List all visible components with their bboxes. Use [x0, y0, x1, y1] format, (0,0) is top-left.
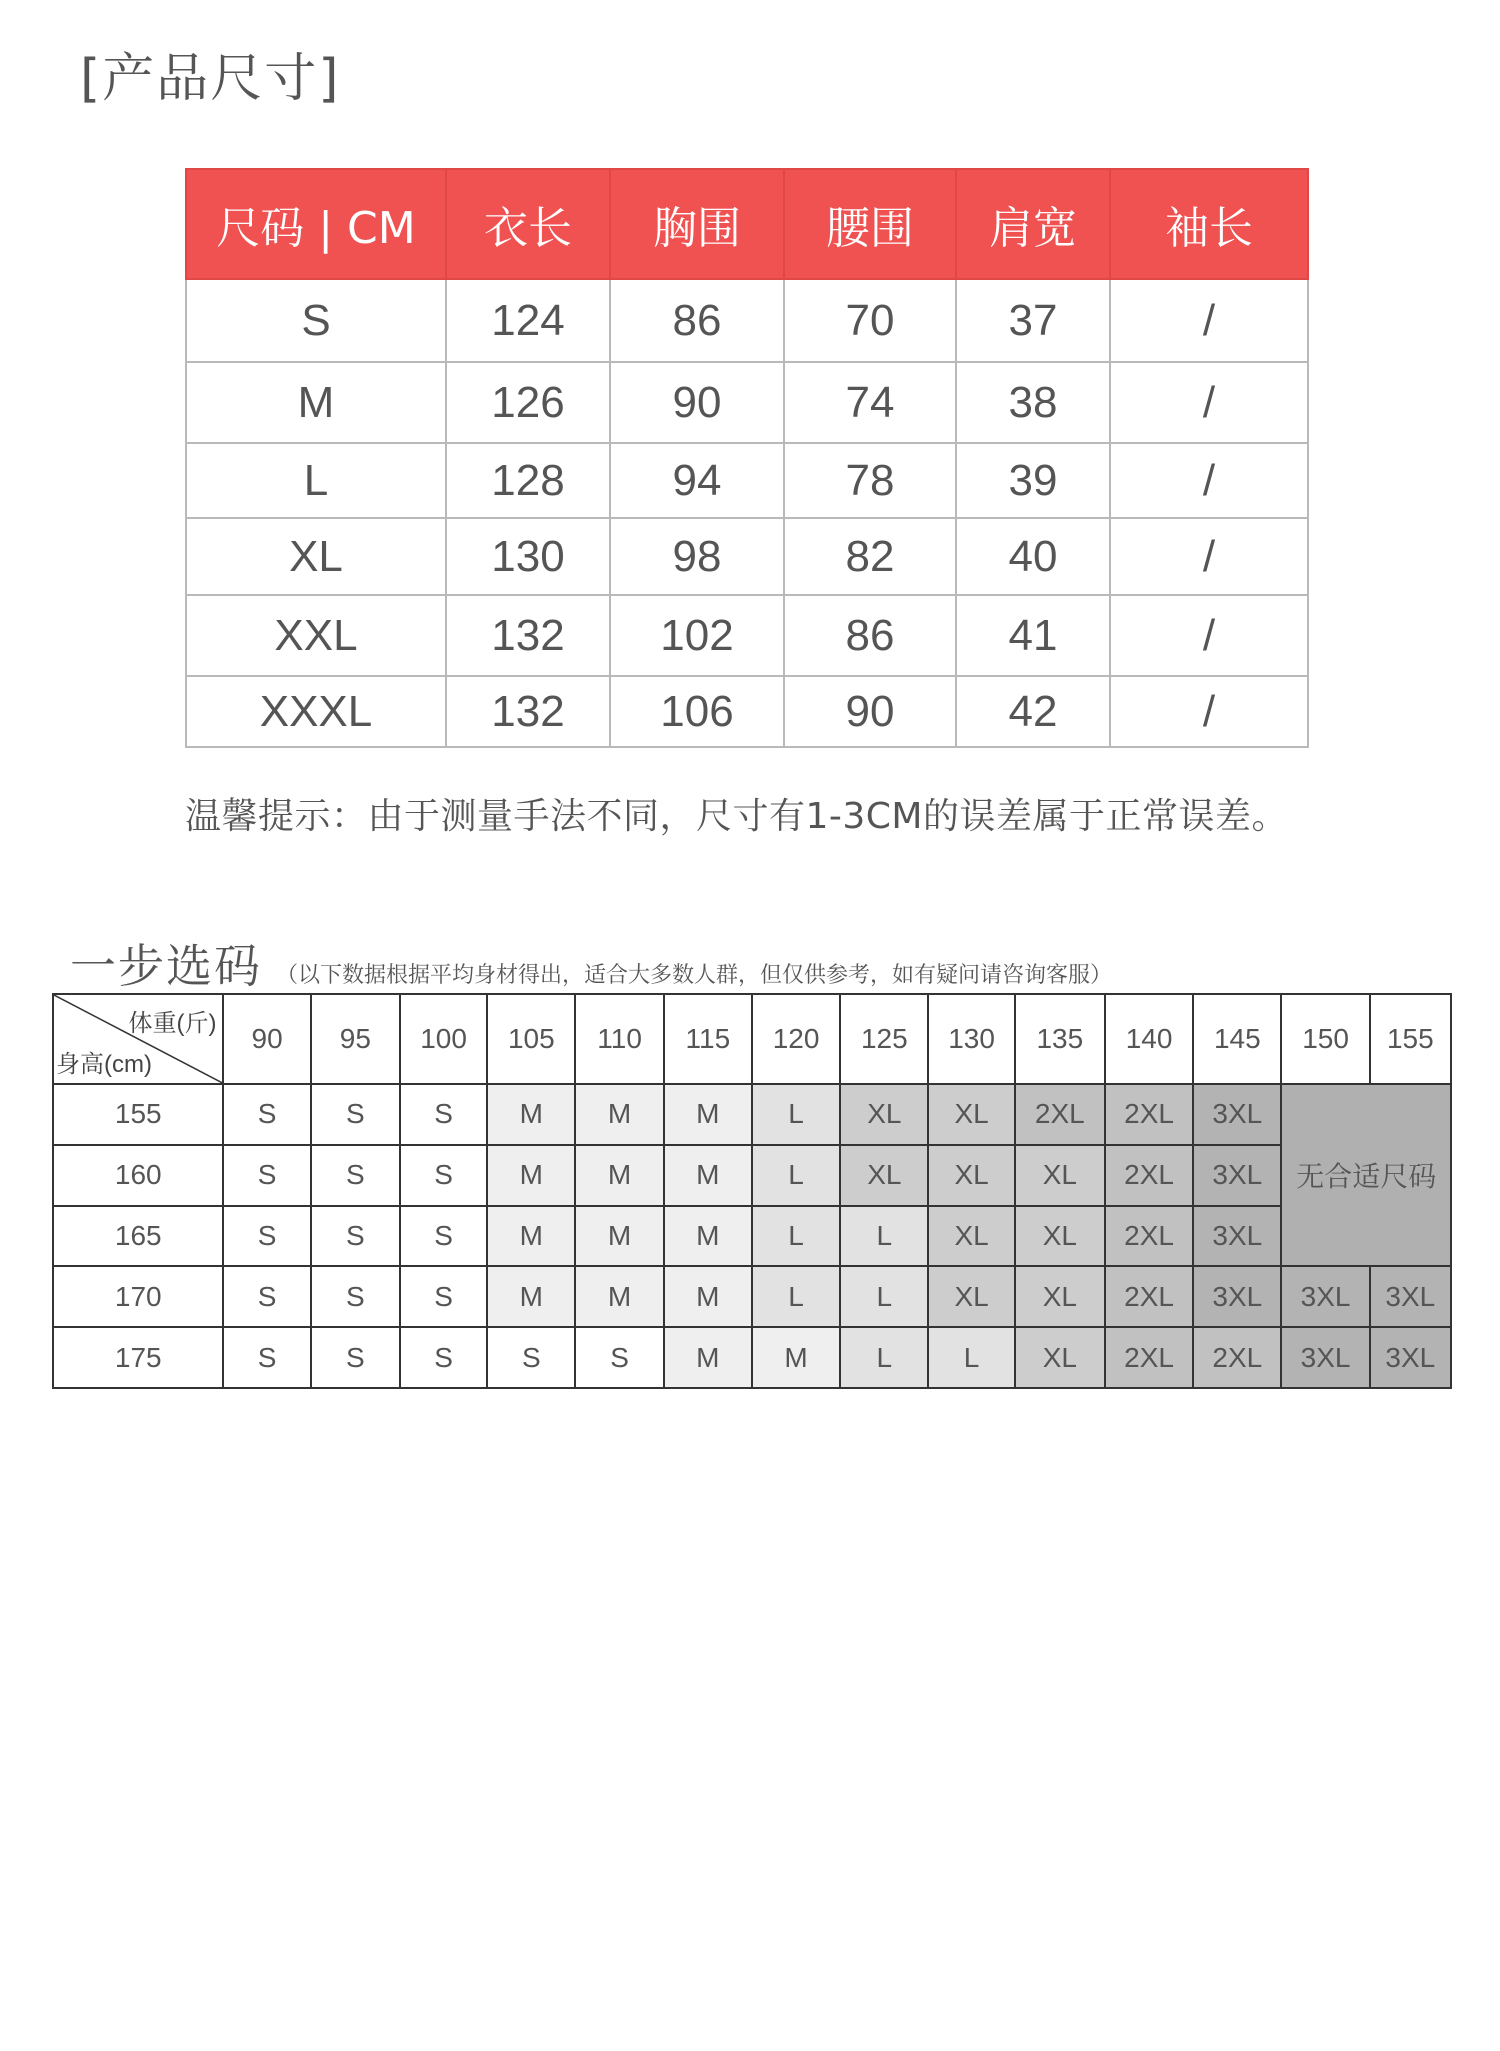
size-label-cell: M — [186, 362, 446, 443]
guide-size-cell: M — [664, 1266, 752, 1327]
size-table-row — [186, 279, 1308, 362]
guide-size-cell: M — [487, 1206, 575, 1267]
guide-size-cell: 2XL — [1105, 1206, 1193, 1267]
guide-size-cell: M — [575, 1145, 663, 1206]
size-table-row — [186, 676, 1308, 747]
guide-size-cell: XL — [840, 1145, 928, 1206]
height-header-cell: 175 — [53, 1327, 223, 1388]
size-value-cell: 106 — [610, 676, 784, 747]
section-title: [产品尺寸] — [80, 49, 341, 109]
guide-size-cell: M — [664, 1145, 752, 1206]
height-header-cell: 165 — [53, 1206, 223, 1267]
guide-size-cell: M — [575, 1206, 663, 1267]
size-value-cell: 130 — [446, 518, 610, 595]
size-value-cell: 98 — [610, 518, 784, 595]
size-value-cell: 102 — [610, 595, 784, 676]
guide-size-cell: XL — [928, 1266, 1014, 1327]
guide-size-cell: 3XL — [1281, 1266, 1369, 1327]
size-table — [185, 168, 1309, 748]
guide-size-cell: L — [840, 1327, 928, 1388]
size-value-cell: 37 — [956, 279, 1110, 362]
size-table-header: 肩宽 — [956, 169, 1110, 279]
guide-size-cell: S — [400, 1327, 487, 1388]
guide-size-cell: XL — [1015, 1145, 1105, 1206]
tip-text: 温馨提示：由于测量手法不同，尺寸有1-3CM的误差属于正常误差。 — [185, 796, 1288, 837]
size-value-cell: 78 — [784, 443, 956, 518]
size-value-cell: 132 — [446, 595, 610, 676]
no-fit-cell: 无合适尺码 — [1281, 1084, 1451, 1266]
size-value-cell: / — [1110, 443, 1308, 518]
guide-size-cell: S — [575, 1327, 663, 1388]
weight-header-cell: 145 — [1193, 994, 1281, 1084]
size-table-header: 尺码 | CM — [186, 169, 446, 279]
weight-header-cell: 140 — [1105, 994, 1193, 1084]
size-label-cell: S — [186, 279, 446, 362]
size-table-header: 胸围 — [610, 169, 784, 279]
guide-size-cell: 2XL — [1105, 1266, 1193, 1327]
guide-size-cell: S — [400, 1084, 487, 1145]
guide-heading — [70, 930, 1112, 996]
guide-size-cell: 3XL — [1193, 1084, 1281, 1145]
guide-size-cell: 3XL — [1370, 1327, 1451, 1388]
guide-size-cell: S — [311, 1084, 400, 1145]
guide-row — [53, 1266, 1451, 1327]
height-header-cell: 160 — [53, 1145, 223, 1206]
guide-size-cell: M — [575, 1084, 663, 1145]
guide-size-cell: XL — [928, 1206, 1014, 1267]
weight-header-cell: 110 — [575, 994, 663, 1084]
size-value-cell: 41 — [956, 595, 1110, 676]
size-value-cell: 42 — [956, 676, 1110, 747]
guide-row — [53, 1084, 1451, 1145]
weight-header-cell: 150 — [1281, 994, 1369, 1084]
guide-size-cell: S — [311, 1206, 400, 1267]
size-value-cell: / — [1110, 676, 1308, 747]
guide-size-cell: S — [223, 1327, 310, 1388]
guide-size-cell: 2XL — [1105, 1145, 1193, 1206]
guide-size-cell: 2XL — [1193, 1327, 1281, 1388]
size-value-cell: / — [1110, 362, 1308, 443]
height-axis-label: 身高(cm) — [56, 1051, 152, 1078]
weight-header-cell: 125 — [840, 994, 928, 1084]
size-value-cell: / — [1110, 518, 1308, 595]
guide-size-cell: 3XL — [1193, 1266, 1281, 1327]
size-table-row — [186, 362, 1308, 443]
height-header-cell: 155 — [53, 1084, 223, 1145]
guide-size-cell: 2XL — [1105, 1327, 1193, 1388]
weight-header-cell: 105 — [487, 994, 575, 1084]
guide-size-cell: S — [487, 1327, 575, 1388]
guide-size-cell: 3XL — [1193, 1145, 1281, 1206]
size-value-cell: 90 — [610, 362, 784, 443]
weight-header-cell: 95 — [311, 994, 400, 1084]
height-header-cell: 170 — [53, 1266, 223, 1327]
size-table-row — [186, 443, 1308, 518]
guide-size-cell: XL — [1015, 1266, 1105, 1327]
weight-header-cell: 100 — [400, 994, 487, 1084]
guide-size-cell: XL — [1015, 1327, 1105, 1388]
size-value-cell: 86 — [784, 595, 956, 676]
guide-size-cell: S — [400, 1206, 487, 1267]
guide-size-cell: M — [575, 1266, 663, 1327]
size-table-header-row — [186, 169, 1308, 279]
guide-title: 一步选码 — [70, 939, 262, 993]
guide-size-cell: S — [400, 1145, 487, 1206]
size-table-header: 袖长 — [1110, 169, 1308, 279]
guide-row — [53, 1206, 1451, 1267]
weight-header-cell: 120 — [752, 994, 840, 1084]
guide-row — [53, 1327, 1451, 1388]
guide-size-cell: M — [487, 1145, 575, 1206]
size-value-cell: 86 — [610, 279, 784, 362]
guide-size-cell: XL — [928, 1084, 1014, 1145]
size-value-cell: 38 — [956, 362, 1110, 443]
size-table-row — [186, 595, 1308, 676]
guide-size-cell: L — [752, 1266, 840, 1327]
size-label-cell: L — [186, 443, 446, 518]
guide-size-cell: L — [928, 1327, 1014, 1388]
guide-size-cell: M — [664, 1084, 752, 1145]
size-value-cell: 132 — [446, 676, 610, 747]
size-label-cell: XXXL — [186, 676, 446, 747]
size-value-cell: 94 — [610, 443, 784, 518]
weight-axis-label: 体重(斤) — [128, 1010, 217, 1037]
guide-row — [53, 1145, 1451, 1206]
size-value-cell: 40 — [956, 518, 1110, 595]
guide-size-cell: XL — [1015, 1206, 1105, 1267]
guide-size-cell: 2XL — [1015, 1084, 1105, 1145]
size-table-header: 腰围 — [784, 169, 956, 279]
guide-size-cell: S — [400, 1266, 487, 1327]
weight-header-cell: 90 — [223, 994, 310, 1084]
guide-size-cell: L — [840, 1206, 928, 1267]
guide-size-cell: L — [752, 1145, 840, 1206]
size-table-row — [186, 518, 1308, 595]
guide-size-cell: 3XL — [1193, 1206, 1281, 1267]
guide-size-cell: M — [487, 1084, 575, 1145]
guide-size-cell: S — [223, 1266, 310, 1327]
guide-size-cell: M — [752, 1327, 840, 1388]
size-value-cell: 90 — [784, 676, 956, 747]
size-label-cell: XL — [186, 518, 446, 595]
size-guide-table — [52, 993, 1452, 1389]
guide-size-cell: XL — [840, 1084, 928, 1145]
guide-size-cell: 3XL — [1370, 1266, 1451, 1327]
weight-header-cell: 130 — [928, 994, 1014, 1084]
weight-header-cell: 155 — [1370, 994, 1451, 1084]
guide-size-cell: S — [311, 1145, 400, 1206]
guide-size-cell: M — [664, 1206, 752, 1267]
guide-size-cell: 3XL — [1281, 1327, 1369, 1388]
guide-size-cell: XL — [928, 1145, 1014, 1206]
guide-size-cell: L — [752, 1206, 840, 1267]
weight-header-cell: 135 — [1015, 994, 1105, 1084]
size-table-header: 衣长 — [446, 169, 610, 279]
size-label-cell: XXL — [186, 595, 446, 676]
size-value-cell: 39 — [956, 443, 1110, 518]
size-value-cell: / — [1110, 279, 1308, 362]
weight-header-cell: 115 — [664, 994, 752, 1084]
guide-header-row — [53, 994, 1451, 1084]
guide-size-cell: L — [752, 1084, 840, 1145]
size-value-cell: 128 — [446, 443, 610, 518]
guide-size-cell: M — [664, 1327, 752, 1388]
guide-size-cell: L — [840, 1266, 928, 1327]
guide-size-cell: S — [311, 1327, 400, 1388]
guide-size-cell: M — [487, 1266, 575, 1327]
guide-size-cell: S — [223, 1145, 310, 1206]
guide-size-cell: 2XL — [1105, 1084, 1193, 1145]
guide-size-cell: S — [223, 1084, 310, 1145]
size-value-cell: / — [1110, 595, 1308, 676]
size-value-cell: 124 — [446, 279, 610, 362]
guide-size-cell: S — [311, 1266, 400, 1327]
size-value-cell: 82 — [784, 518, 956, 595]
guide-size-cell: S — [223, 1206, 310, 1267]
guide-corner-cell — [53, 994, 223, 1084]
size-value-cell: 70 — [784, 279, 956, 362]
size-value-cell: 74 — [784, 362, 956, 443]
size-value-cell: 126 — [446, 362, 610, 443]
guide-note: （以下数据根据平均身材得出，适合大多数人群，但仅供参考，如有疑问请咨询客服） — [276, 963, 1113, 988]
